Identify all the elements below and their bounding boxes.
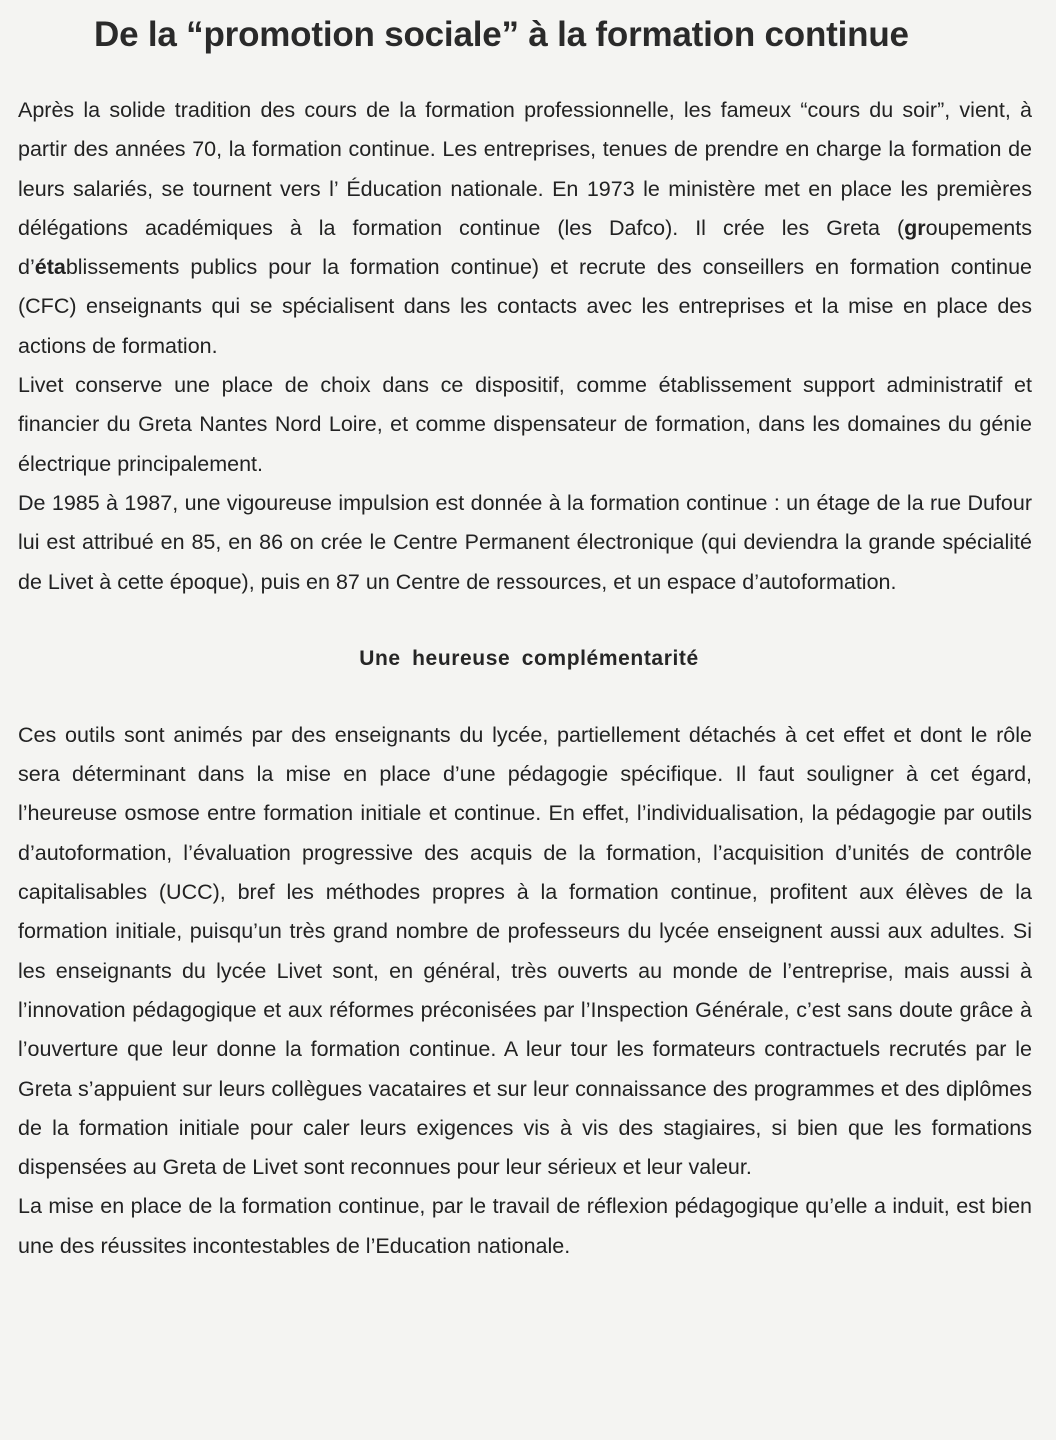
section-subtitle: Une heureuse complémentarité: [359, 646, 699, 670]
main-section: [18, 716, 1032, 1266]
paragraph-text: blissements publics pour la formation continue) et recrute des conseillers en formation continue (CFC) enseignants qui se spécialisent dans les contacts avec les entreprises et la mise en place des actions de formation.: [18, 255, 1032, 358]
paragraph-complementarity: [18, 716, 1032, 1188]
paragraph-text: Ces outils sont animés par des enseignants du lycée, partiellement détachés à cet effet et dont le rôle sera déterminant dans la mise en place d’une pédagogie spécifique. Il faut souligner à cet égard, l’heureuse osmose entre formation initiale et continue. En effet, l’individualisation, la pédagogie par outils d’autoformation, l’évaluation progressive des acquis de la formation, l’acquisition d’unités de contrôle capitalisables (UCC), bref les méthodes propres à la formation continue, profitent aux élèves de la formation initiale, puisqu’un très grand nombre de professeurs du lycée enseignent aussi aux adultes. Si les enseignants du lycée Livet sont, en général, très ouverts au monde de l’entreprise, mais aussi à l’innovation pédagogique et aux réformes préconisées par l’Inspection Générale, c’est sans doute grâce à l’ouverture que leur donne la formation continue. A leur tour les formateurs contractuels recrutés par le Greta s’appuient sur leurs collègues vacataires et sur leur connaissance des programmes et des diplômes de la formation initiale pour caler leurs exigences vis à vis des stagiaires, si bien que les formations dispensées au Greta de Livet sont reconnues pour leur sérieux et leur valeur.: [18, 722, 1032, 1180]
paragraph-1985-1987: [18, 484, 1032, 602]
intro-section: [18, 91, 1032, 602]
paragraph-conclusion: [18, 1187, 1032, 1266]
paragraph-livet-role: [18, 366, 1032, 484]
bold-acronym-letters: éta: [34, 255, 66, 280]
paragraph-text: De 1985 à 1987, une vigoureuse impulsion est donnée à la formation continue : un étage de la rue Dufour lui est attribué en 85, en 86 on crée le Centre Permanent électronique (qui deviendra la grande spécialité de Livet à cette époque), puis en 87 un Centre de ressources, et un espace d’autoformation.: [18, 490, 1032, 594]
page-title: De la “promotion sociale” à la formation continue: [94, 15, 909, 54]
paragraph-greta-history: [18, 91, 1032, 366]
paragraph-text: La mise en place de la formation continue, par le travail de réflexion pédagogique qu’elle a induit, est bien une des réussites incontestables de l’Education nationale.: [18, 1194, 1032, 1258]
paragraph-text: oupements d’: [18, 215, 1032, 280]
paragraph-text: Après la solide tradition des cours de la formation professionnelle, les fameux “cours du soir”, vient, à partir des années 70, la formation continue. Les entreprises, tenues de prendre en charge la formation de leurs salariés, se tournent vers l’ Éducation nationale. En 1973 le ministère met en place les premières délégations académiques à la formation continue (les Dafco). Il crée les Greta (: [18, 98, 1032, 240]
bold-acronym-letters: gr: [904, 215, 926, 240]
paragraph-text: Livet conserve une place de choix dans ce dispositif, comme établissement support administratif et financier du Greta Nantes Nord Loire, et comme dispensateur de formation, dans les domaines du génie électrique principalement.: [18, 373, 1032, 476]
